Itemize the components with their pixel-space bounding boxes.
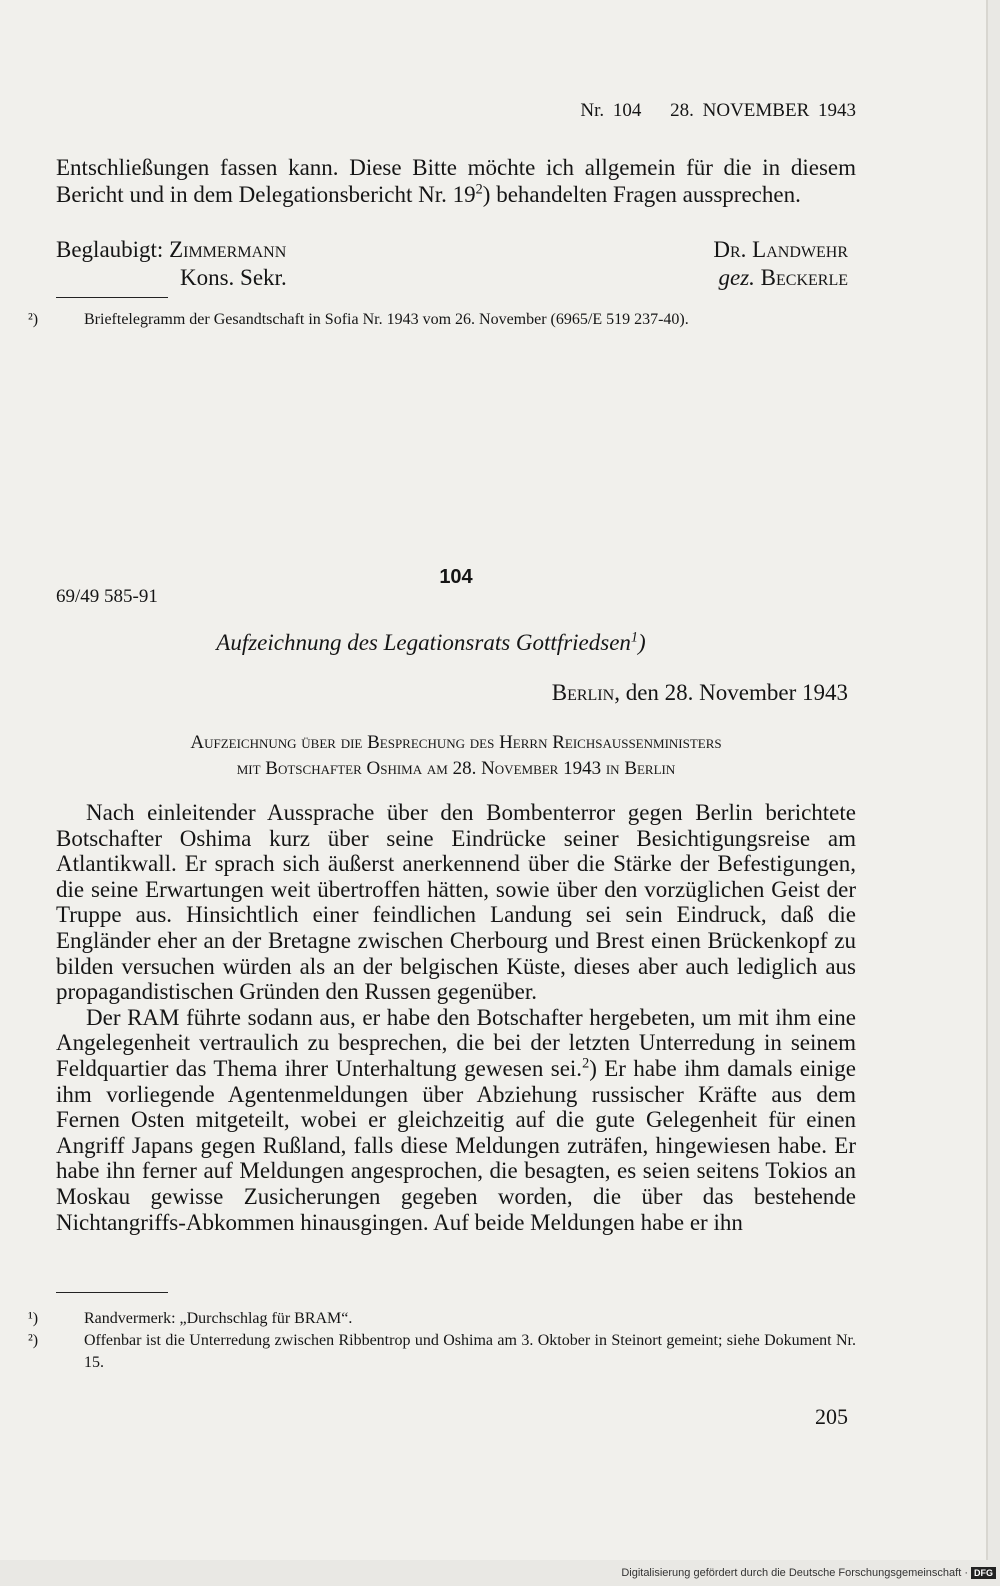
file-reference: 69/49 585-91: [56, 586, 158, 607]
footnote-ref[interactable]: 2: [582, 1055, 590, 1072]
footnote: [28, 309, 856, 331]
signed-prefix: gez.: [718, 265, 755, 290]
heading-line: Aufzeichnung über die Besprechung des Herrn Reichsaussenministers: [190, 732, 722, 753]
paragraph-text-end: ) Er habe ihm damals einige ihm vorliegende Agentenmeldungen über Abziehung russischer Kräfte aus dem Fernen Osten mitgeteilt, wobei er gleichzeitig auf die gute Gelegenheit für einen Angriff Japans gegen Rußland, falls diese Meldungen zuträfen, hingewiesen habe. Er habe ihn ferner auf Meldungen angesprochen, die besagten, es seien seitens Tokios an Moskau gewisse Zusicherungen gegeben worden, die über das bestehende Nichtangriffs-Abkommen hinausgingen. Auf beide Meldungen habe er ihn: [56, 1055, 857, 1235]
dateline-date: , den 28. November 1943: [614, 680, 848, 705]
footnotes-bottom: [28, 1308, 856, 1374]
footnote-text: Offenbar ist die Unterredung zwischen Ribbentrop und Oshima am 3. Oktober in Steinort gemeint; siehe Dokument Nr. 15.: [84, 1332, 856, 1371]
certified-name: Zimmermann: [169, 237, 287, 262]
paragraph: Nach einleitender Aussprache über den Bombenterror gegen Berlin berichtete Botschafter Oshima kurz über seine Eindrücke seiner Besichtigungsreise am Atlantikwall. Er sprach sich äußerst anerkennend über die Stärke der Befestigungen, die seine Erwartungen weit übertroffen hätten, sowie über den vorzüglichen Geist der Truppe aus. Hinsichtlich einer feindlichen Landung sei sein Eindruck, daß die Engländer eher an der Bretagne zwischen Cherbourg und Brest einen Brückenkopf zu bilden versuchen würden als an der belgischen Küste, dieses aber auch lediglich aus propagandistischen Gründen den Russen gegenüber.: [56, 800, 856, 1005]
footnote-ref[interactable]: 1: [630, 629, 639, 646]
page-number: 205: [815, 1404, 848, 1429]
continuation-text: Entschließungen fassen kann. Diese Bitte möchte ich allgemein für die in diesem Bericht und in dem Delegationsbericht Nr. 19: [56, 155, 856, 207]
author-signature: [713, 236, 848, 292]
running-head-doc-number: Nr. 104: [580, 100, 642, 121]
footnote-text: Randvermerk: „Durchschlag für BRAM“.: [84, 1310, 353, 1327]
continuation-paragraph: [56, 154, 856, 208]
dateline-place: Berlin: [551, 680, 615, 705]
footnote-ref[interactable]: 2: [475, 181, 483, 198]
document-title: Aufzeichnung des Legationsrats Gottfriedsen$^1$): [216, 629, 646, 655]
footnote-mark: ²): [28, 1332, 39, 1349]
paragraph-text: Der RAM führte sodann aus, er habe den Botschafter hergebeten, um mit ihm eine Angelegenheit vertraulich zu besprechen, die bei der letzten Unterredung in seinem Feldquartier das Thema ihrer Unterhaltung gewesen sei.: [56, 1004, 856, 1081]
credit-text: Digitalisierung gefördert durch die Deutsche Forschungsgemeinschaft ·: [621, 1567, 968, 1579]
footnote: [28, 1330, 856, 1374]
running-head: [56, 100, 856, 122]
running-head-date: 28. NOVEMBER 1943: [670, 100, 856, 121]
footnote: [28, 1308, 856, 1330]
certified-title: Kons. Sekr.: [180, 265, 287, 290]
certified-label: Beglaubigt:: [56, 237, 164, 262]
signed-name: Beckerle: [760, 265, 848, 290]
footnote-text: Brieftelegramm der Gesandtschaft in Sofia Nr. 1943 vom 26. November (6965/E 519 237-40).: [84, 311, 689, 328]
heading-line: mit Botschafter Oshima am 28. November 1943 in Berlin: [236, 758, 676, 779]
dateline: [56, 680, 856, 706]
footnote-mark: ¹): [28, 1310, 39, 1327]
footnote-mark: ²): [28, 311, 39, 328]
digitization-credit: [621, 1567, 996, 1579]
continuation-text-end: ) behandelten Fragen aussprechen.: [482, 182, 801, 207]
document-title-text: Aufzeichnung des Legationsrats Gottfriedsen: [216, 630, 631, 655]
footnote-divider: [56, 1292, 168, 1293]
paragraph: [56, 1005, 856, 1235]
footnote-divider: [56, 297, 168, 298]
signature-block: [56, 236, 856, 296]
document-number: 104: [439, 566, 473, 588]
footnotes-top: [28, 309, 856, 331]
document-heading: [56, 730, 856, 782]
body-text: [56, 800, 856, 1235]
dfg-logo: DFG: [971, 1567, 996, 1579]
author-name: Dr. Landwehr: [713, 237, 848, 262]
certification: [56, 236, 287, 292]
